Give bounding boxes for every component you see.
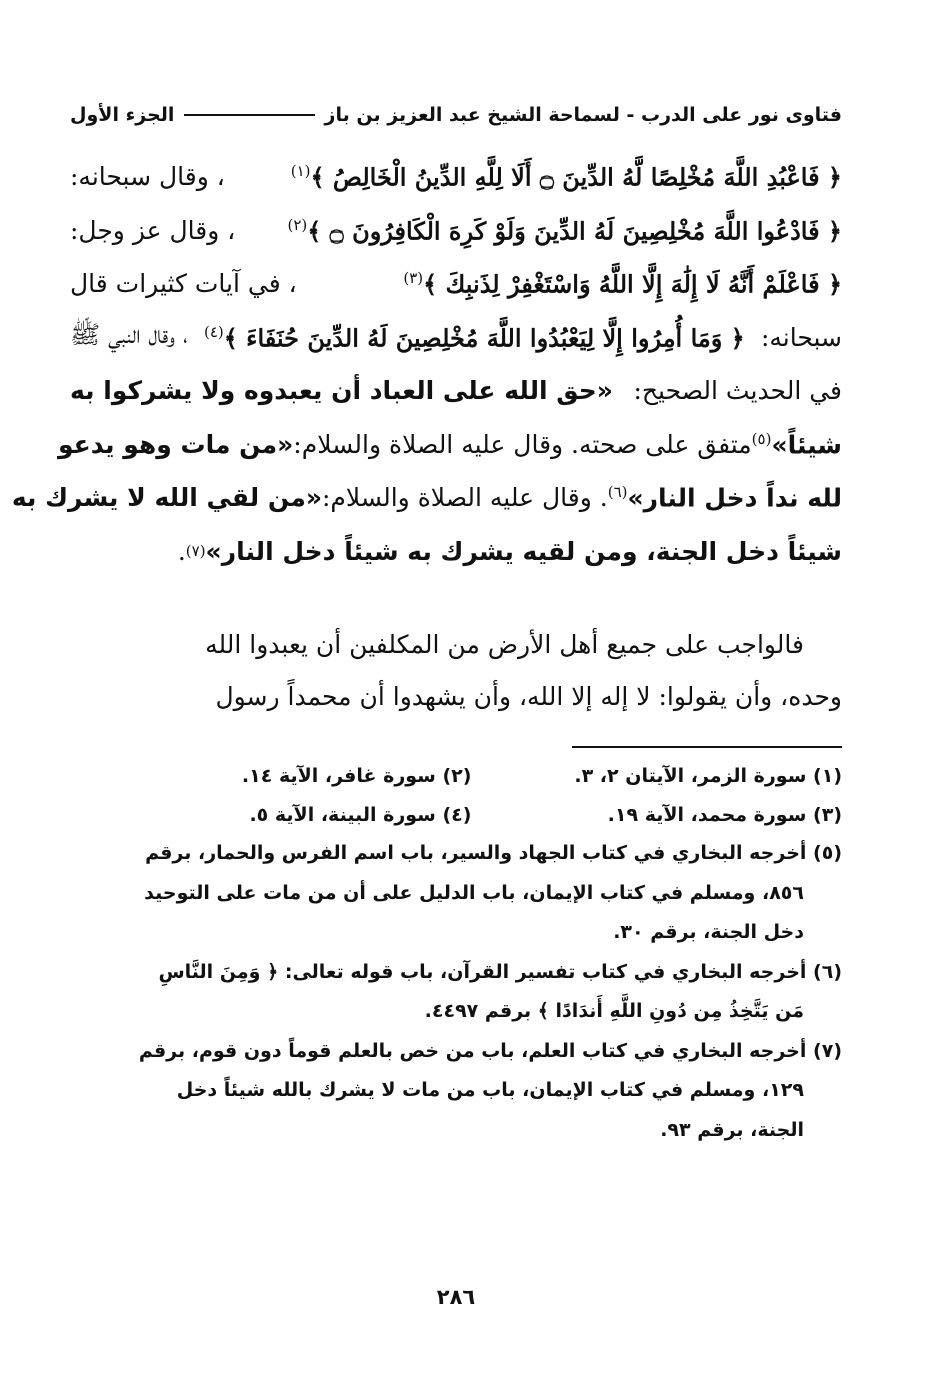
text-span: ، وقال عز وجل: [70, 215, 236, 245]
text-span: . وقال عليه الصلاة والسلام: [322, 483, 608, 513]
hadith-quote: شيئاً دخل الجنة، ومن لقيه يشرك به شيئاً دخل النار» [205, 536, 842, 566]
header-rule [184, 114, 314, 116]
text-line [70, 257, 842, 311]
text-line [70, 525, 842, 579]
footnote-7 [70, 1032, 842, 1151]
footnotes [70, 756, 842, 1150]
footnote-line: دخل الجنة، برقم ٣٠. [613, 921, 804, 943]
hadith-quote: «من لقي الله لا يشرك به [11, 483, 322, 513]
footnote-6 [70, 953, 842, 1032]
page-number: ٢٨٦ [436, 1285, 476, 1309]
footnote-ref: (٣) [403, 269, 424, 288]
footnote-line: مَن يَتَّخِذُ مِن دُونِ اللَّهِ أَندَادًا ﴾ برقم ٤٤٩٧. [424, 1000, 804, 1022]
footnote-line: (٦) أخرجه البخاري في كتاب تفسير القرآن، باب قوله تعالى: ﴿ وَمِنَ النَّاسِ [158, 960, 842, 983]
text-line: فالواجب على جميع أهل الأرض من المكلفين أن يعبدوا الله [205, 629, 804, 659]
footnote-row [70, 795, 842, 834]
quran-verse: ﴿ فَاعْلَمْ أَنَّهُ لَا إِلَٰهَ إِلَّا اللَّهُ وَاسْتَغْفِرْ لِذَنبِكَ ﴾ [423, 269, 842, 299]
footnote-ref: (٧) [185, 542, 206, 561]
quran-verse: ﴿ وَمَا أُمِرُوا إِلَّا لِيَعْبُدُوا اللَّهَ مُخْلِصِينَ لَهُ الدِّينَ حُنَفَاءَ ﴾ [223, 322, 745, 352]
running-header [70, 98, 842, 132]
text-span: . [177, 536, 186, 566]
footnote-ref: (١) [290, 162, 311, 181]
footnote-line: (٧) أخرجه البخاري في كتاب العلم، باب من خص بالعلم قوماً دون قوم، برقم [138, 1039, 842, 1062]
footnote-2: (٢) سورة غافر، الآية ١٤. [241, 764, 472, 787]
footnote-1: (١) سورة الزمر، الآيتان ٢، ٣. [574, 764, 842, 787]
header-part: الجزء الأول [70, 104, 175, 126]
footnote-ref: (٥) [751, 429, 772, 448]
book-page [11, 80, 842, 1320]
footnote-ref: (٦) [607, 483, 628, 502]
footnote-ref: (٢) [287, 215, 308, 234]
hadith-quote: «من مات وهو يدعو [57, 429, 294, 459]
text-span: متفق على صحته. وقال عليه الصلاة والسلام: [293, 429, 752, 459]
footnote-ref: (٤) [203, 322, 224, 341]
footnote-line: ١٢٩، ومسلم في كتاب الإيمان، باب من مات لا يشرك بالله شيئاً دخل [176, 1079, 804, 1101]
footnote-line: الجنة، برقم ٩٣. [660, 1118, 804, 1141]
footnote-separator [572, 746, 842, 748]
footnote-4: (٤) سورة البينة، الآية ٥. [249, 803, 472, 826]
text-line [70, 364, 842, 418]
hadith-quote: شيئاً» [771, 429, 842, 459]
text-span: في الحديث الصحيح: [633, 376, 842, 406]
paragraph-2 [70, 618, 842, 722]
text-span: ، وقال سبحانه: [70, 162, 225, 192]
footnote-line: (٥) أخرجه البخاري في كتاب الجهاد والسير، باب اسم الفرس والحمار، برقم [145, 842, 842, 864]
footnote-row [70, 756, 842, 795]
text-line [11, 471, 842, 525]
text-span: ، في آيات كثيرات قال [70, 269, 297, 299]
header-title: فتاوى نور على الدرب - لسماحة الشيخ عبد العزيز بن باز [324, 104, 842, 126]
main-text [11, 150, 842, 578]
footnote-3: (٣) سورة محمد، الآية ١٩. [607, 803, 842, 826]
footnote-line: ٨٥٦، ومسلم في كتاب الإيمان، باب الدليل على أن من مات على التوحيد [144, 881, 804, 904]
text-line [70, 204, 842, 258]
quran-verse: ﴿ فَاعْبُدِ اللَّهَ مُخْلِصًا لَّهُ الدِّينَ ۝ أَلَا لِلَّهِ الدِّينُ الْخَالِصُ ﴾ [310, 162, 842, 192]
text-line [70, 311, 842, 365]
hadith-quote: «حق الله على العباد أن يعبدوه ولا يشركوا به [70, 376, 613, 406]
footnote-5 [70, 834, 842, 953]
text-span: سبحانه: [760, 322, 842, 352]
text-span: ، وقال النبي ﷺ [70, 319, 188, 349]
hadith-quote: لله نداً دخل النار» [627, 483, 842, 513]
text-line: وحده، وأن يقولوا: لا إله إلا الله، وأن يشهدوا أن محمداً رسول [215, 681, 842, 711]
text-line [70, 150, 842, 204]
quran-verse: ﴿ فَادْعُوا اللَّهَ مُخْلِصِينَ لَهُ الدِّينَ وَلَوْ كَرِهَ الْكَافِرُونَ ۝ ﴾ [307, 215, 842, 245]
text-line [57, 418, 842, 472]
